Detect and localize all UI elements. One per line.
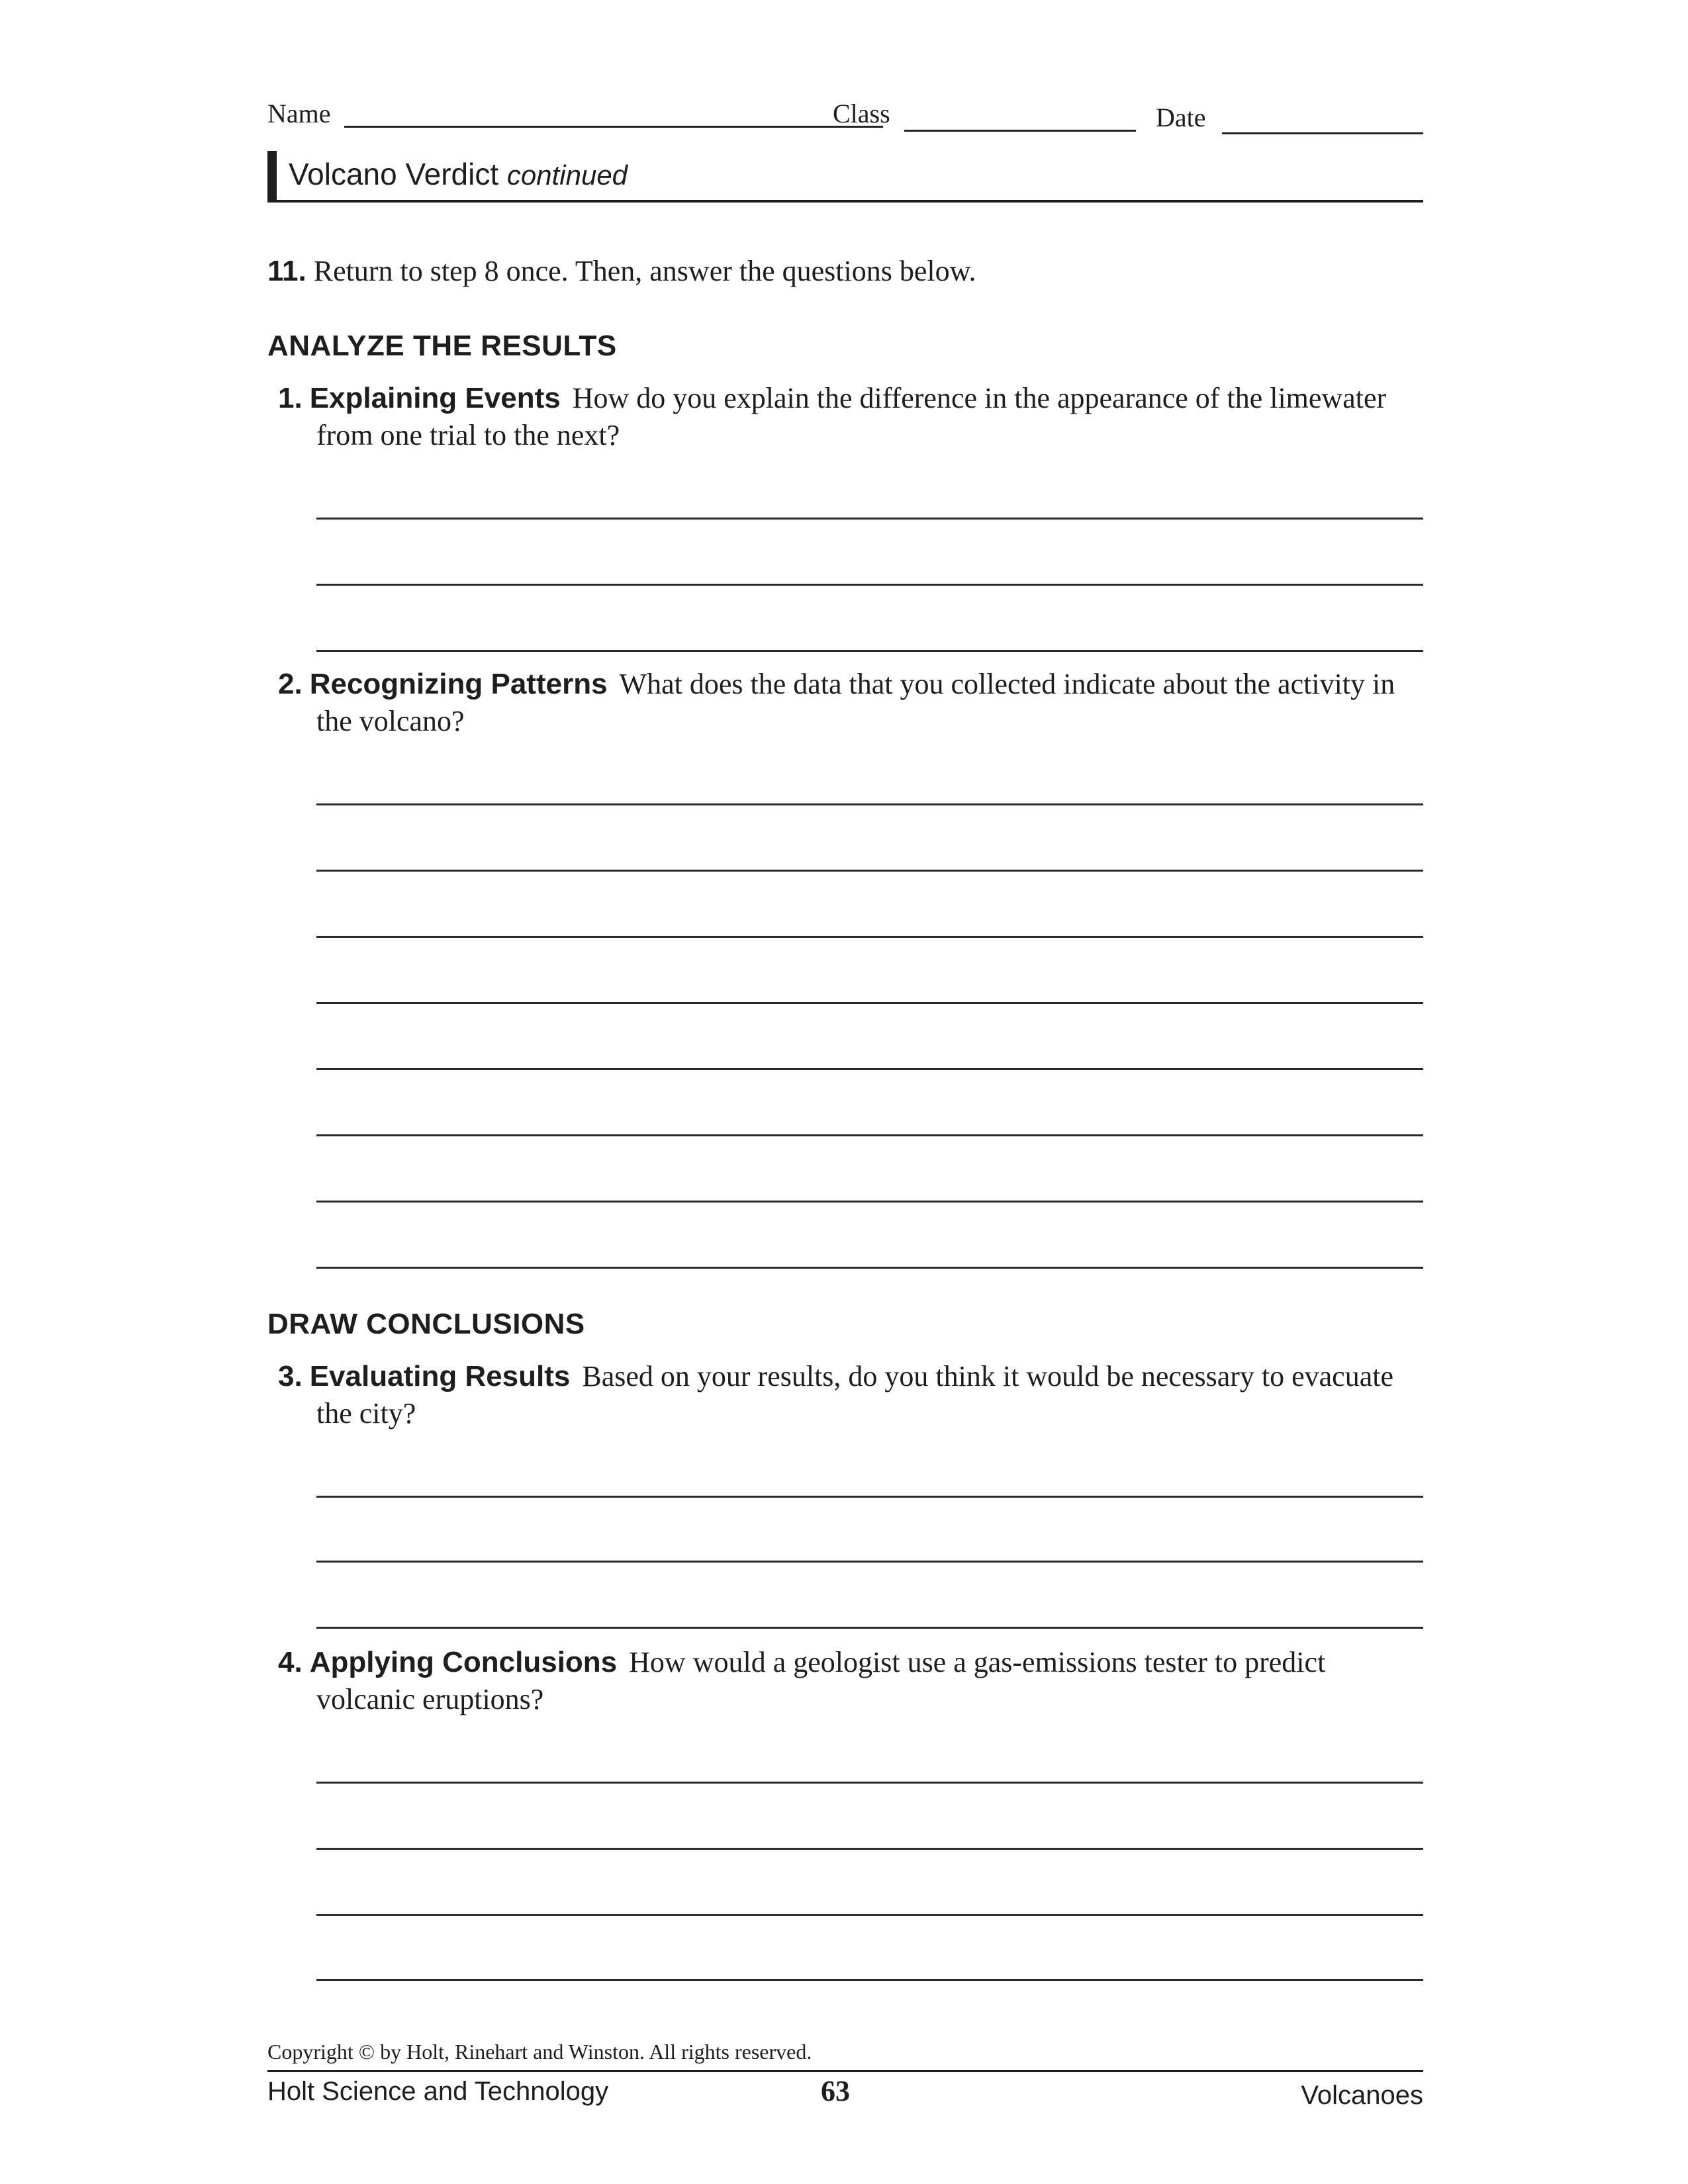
answer-line[interactable] [316, 650, 1423, 652]
question-body: Based on your results, do you think it would be necessary to evacuate the city? [316, 1360, 1393, 1430]
copyright-notice: Copyright © by Holt, Rinehart and Winston. All rights reserved. [267, 2040, 812, 2064]
question-title: Evaluating Results [309, 1360, 571, 1392]
question-1 [278, 380, 1430, 454]
page-number: 63 [821, 2075, 850, 2107]
question-title: Applying Conclusions [309, 1646, 618, 1678]
step-number: 11. [267, 255, 306, 287]
question-title: Recognizing Patterns [309, 668, 608, 700]
answer-line[interactable] [316, 1627, 1423, 1629]
question-text [278, 1358, 1430, 1432]
question-title: Explaining Events [309, 382, 561, 414]
footer-divider [267, 2070, 1423, 2072]
question-body: How do you explain the difference in the appearance of the limewater from one trial to the next? [316, 382, 1387, 451]
answer-line[interactable] [316, 518, 1423, 520]
footer-publication: Holt Science and Technology [267, 2077, 609, 2106]
answer-line[interactable] [316, 1979, 1423, 1981]
title-marker [267, 151, 277, 200]
section-heading-analyze: ANALYZE THE RESULTS [267, 330, 617, 362]
answer-line[interactable] [316, 1134, 1423, 1136]
date-field[interactable] [1222, 132, 1423, 134]
answer-line[interactable] [316, 1496, 1423, 1498]
question-number: 3. [278, 1360, 303, 1392]
title-suffix: continued [506, 159, 628, 191]
answer-line[interactable] [316, 1267, 1423, 1269]
answer-line[interactable] [316, 1782, 1423, 1784]
question-number: 2. [278, 668, 303, 700]
footer-chapter: Volcanoes [1301, 2081, 1423, 2110]
class-label: Class [833, 99, 890, 128]
answer-line[interactable] [316, 870, 1423, 872]
answer-line[interactable] [316, 1561, 1423, 1563]
step-text: Return to step 8 once. Then, answer the questions below. [313, 255, 976, 287]
class-field[interactable] [904, 130, 1136, 132]
question-text [278, 380, 1430, 454]
question-number: 1. [278, 382, 303, 414]
question-4 [278, 1644, 1430, 1718]
section-heading-conclusions: DRAW CONCLUSIONS [267, 1308, 585, 1340]
header-fields [267, 98, 1423, 138]
answer-line[interactable] [316, 1201, 1423, 1203]
answer-line[interactable] [316, 1914, 1423, 1916]
title-bar [267, 151, 1423, 203]
question-number: 4. [278, 1646, 303, 1678]
question-2 [278, 666, 1430, 740]
date-label: Date [1156, 103, 1206, 132]
answer-line[interactable] [316, 936, 1423, 938]
step-instruction [267, 254, 976, 288]
name-field[interactable] [344, 126, 883, 128]
question-body: What does the data that you collected indicate about the activity in the volcano? [316, 668, 1395, 737]
answer-line[interactable] [316, 803, 1423, 805]
title-main: Volcano Verdict [289, 157, 499, 191]
question-body: How would a geologist use a gas-emissions tester to predict volcanic eruptions? [316, 1646, 1326, 1715]
question-text [278, 666, 1430, 740]
question-text [278, 1644, 1430, 1718]
answer-line[interactable] [316, 1002, 1423, 1004]
answer-line[interactable] [316, 1068, 1423, 1070]
question-3 [278, 1358, 1430, 1432]
answer-line[interactable] [316, 1848, 1423, 1850]
name-label: Name [267, 99, 331, 128]
answer-line[interactable] [316, 584, 1423, 586]
page-title [289, 156, 628, 192]
